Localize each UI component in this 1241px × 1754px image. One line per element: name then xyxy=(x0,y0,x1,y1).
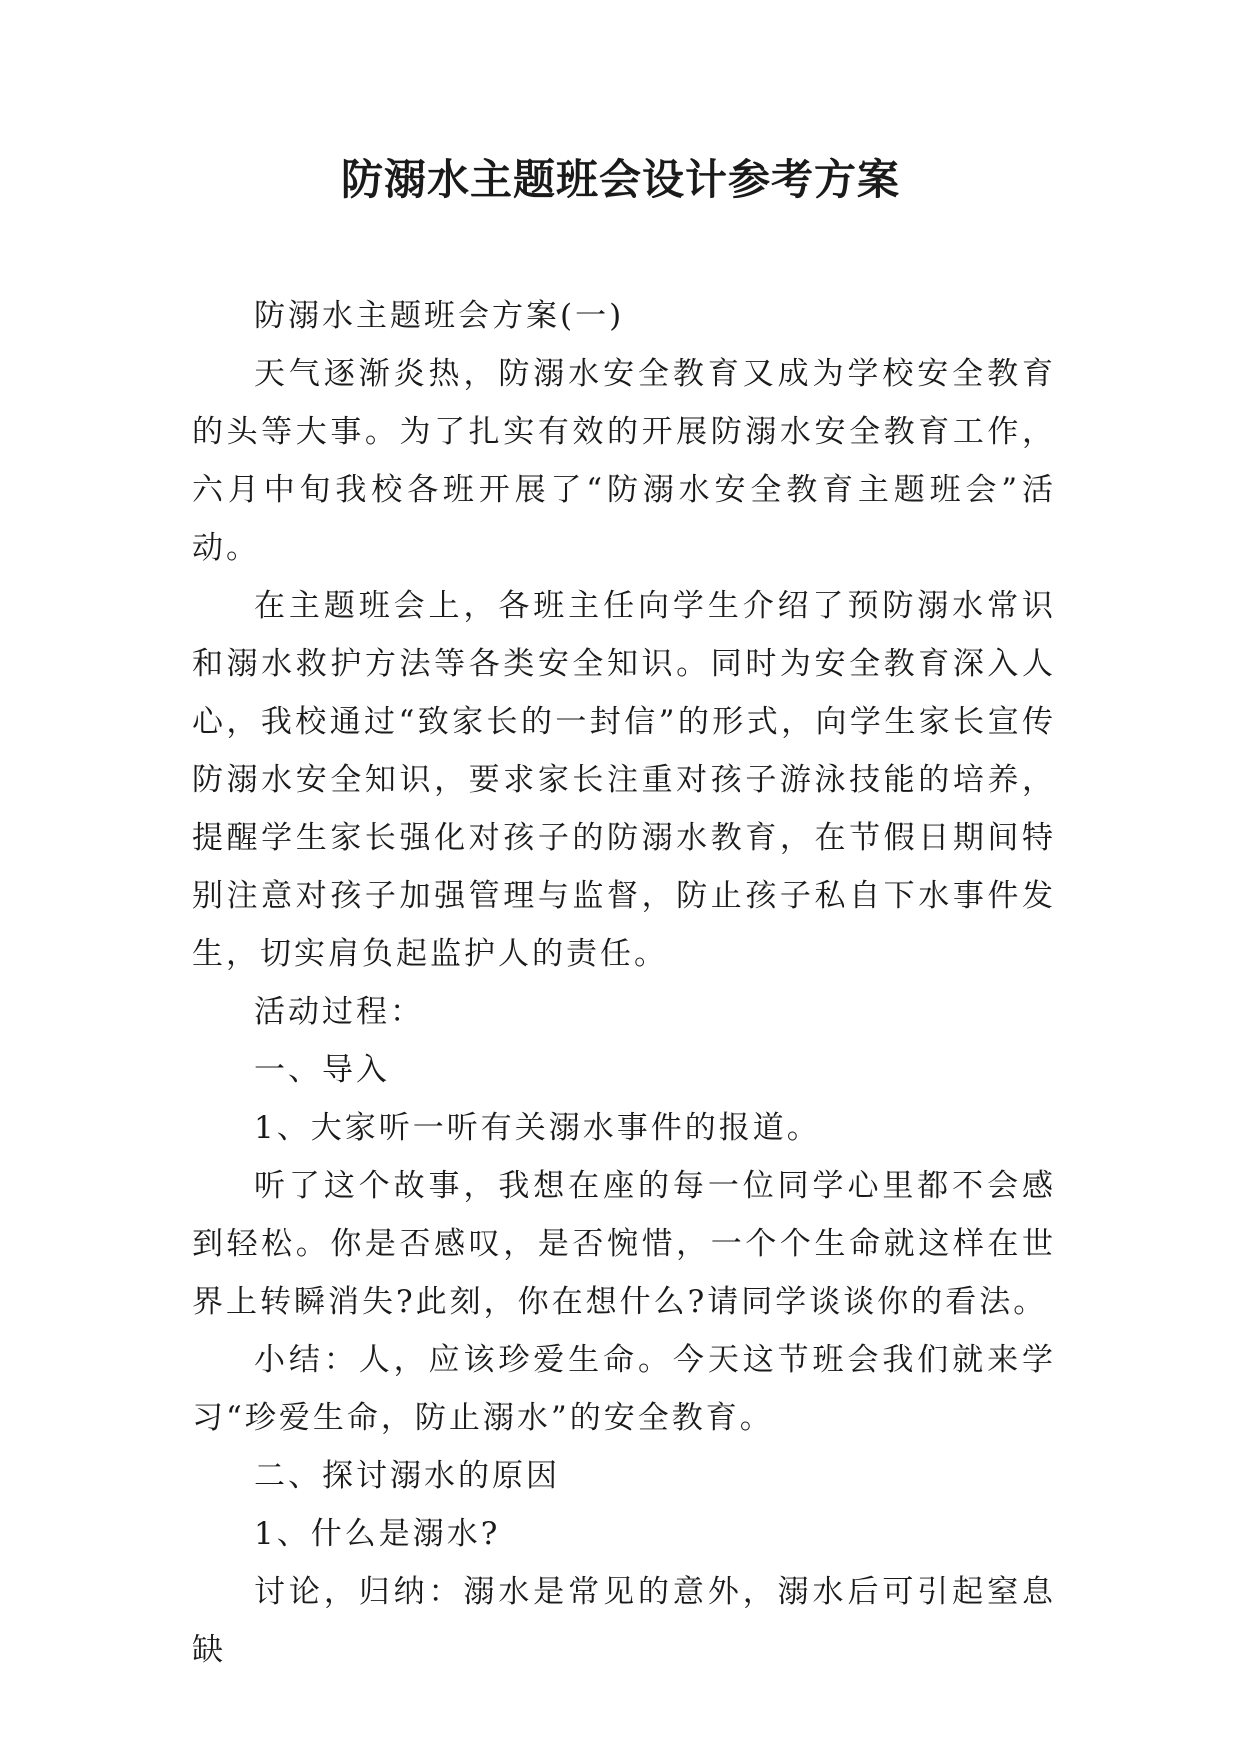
list-item: 1、什么是溺水? xyxy=(254,1516,501,1552)
section-heading: 活动过程： xyxy=(254,994,424,1030)
paragraph: 讨论，归纳：溺水是常见的意外，溺水后可引起窒息缺 xyxy=(192,1574,1056,1668)
document-title: 防溺水主题班会设计参考方案 xyxy=(340,155,900,204)
paragraph: 天气逐渐炎热，防溺水安全教育又成为学校安全教育的头等大事。为了扎实有效的开展防溺水安全教育工作，六月中旬我校各班开展了“防溺水安全教育主题班会”活动。 xyxy=(192,356,1056,566)
section-heading: 二、探讨溺水的原因 xyxy=(254,1458,560,1494)
paragraph: 小结：人，应该珍爱生命。今天这节班会我们就来学习“珍爱生命，防止溺水”的安全教育。 xyxy=(192,1342,1056,1436)
document-body xyxy=(192,287,1056,1679)
paragraph: 在主题班会上，各班主任向学生介绍了预防溺水常识和溺水救护方法等各类安全知识。同时为安全教育深入人心，我校通过“致家长的一封信”的形式，向学生家长宣传防溺水安全知识，要求家长注重对孩子游泳技能的培养，提醒学生家长强化对孩子的防溺水教育，在节假日期间特别注意对孩子加强管理与监督，防止孩子私自下水事件发生，切实肩负起监护人的责任。 xyxy=(192,588,1056,972)
section-heading: 一、导入 xyxy=(254,1052,390,1088)
list-item: 1、大家听一听有关溺水事件的报道。 xyxy=(254,1110,821,1146)
section-heading: 防溺水主题班会方案(一) xyxy=(254,298,625,334)
paragraph: 听了这个故事，我想在座的每一位同学心里都不会感到轻松。你是否感叹，是否惋惜，一个个生命就这样在世界上转瞬消失?此刻，你在想什么?请同学谈谈你的看法。 xyxy=(192,1168,1056,1320)
